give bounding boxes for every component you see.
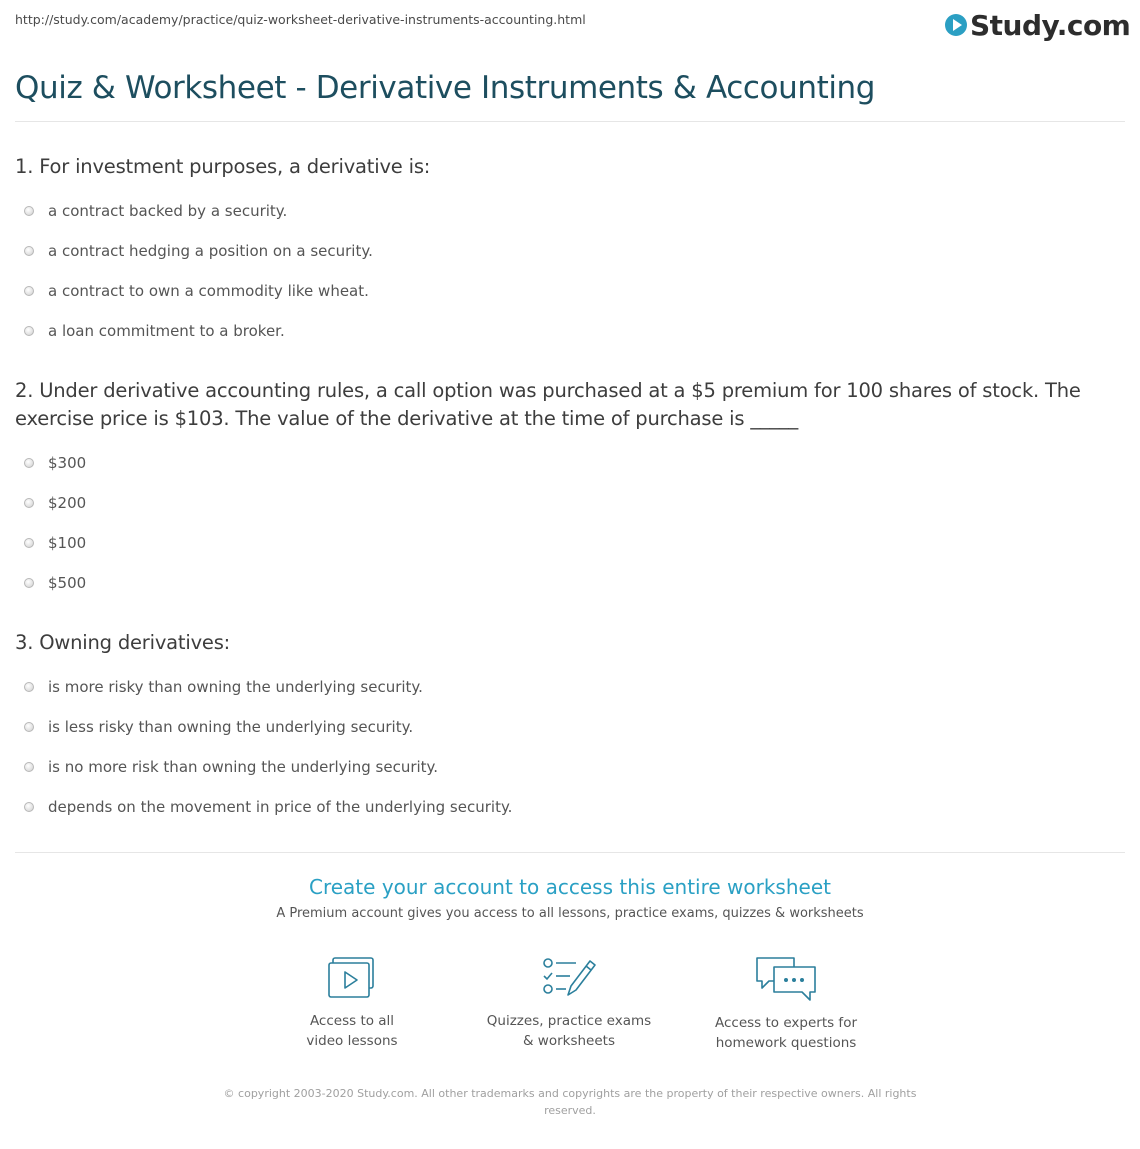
cta-subtext: A Premium account gives you access to all lessons, practice exams, quizzes & worksheets xyxy=(276,906,864,921)
answer-option[interactable] xyxy=(15,443,1120,483)
copyright-footer xyxy=(0,1085,1140,1119)
radio-button[interactable] xyxy=(24,246,34,256)
question-2 xyxy=(15,377,1120,603)
answer-options xyxy=(15,191,1120,351)
option-label: $500 xyxy=(48,574,87,592)
option-label: is more risky than owning the underlying security. xyxy=(48,678,423,696)
cta-heading[interactable]: Create your account to access this entire worksheet xyxy=(309,875,831,899)
answer-option[interactable] xyxy=(15,707,1120,747)
answer-options xyxy=(15,667,1120,827)
radio-button[interactable] xyxy=(24,578,34,588)
copyright-text: © copyright 2003-2020 Study.com. All other trademarks and copyrights are the property of their respective owners. All rights reserved. xyxy=(223,1087,917,1117)
video-lessons-icon xyxy=(326,955,378,1001)
radio-button[interactable] xyxy=(24,458,34,468)
answer-option[interactable] xyxy=(15,483,1120,523)
section-divider xyxy=(15,852,1125,853)
option-label: $300 xyxy=(48,454,87,472)
option-label: a contract backed by a security. xyxy=(48,202,288,220)
answer-option[interactable] xyxy=(15,311,1120,351)
radio-button[interactable] xyxy=(24,538,34,548)
answer-option[interactable] xyxy=(15,231,1120,271)
question-1 xyxy=(15,153,1120,351)
answer-option[interactable] xyxy=(15,271,1120,311)
radio-button[interactable] xyxy=(24,286,34,296)
quiz-checklist-icon xyxy=(540,955,598,1001)
page-title: Quiz & Worksheet - Derivative Instruments & Accounting xyxy=(15,70,876,106)
title-divider xyxy=(15,121,1125,122)
radio-button[interactable] xyxy=(24,722,34,732)
radio-button[interactable] xyxy=(24,326,34,336)
question-3 xyxy=(15,629,1120,827)
radio-button[interactable] xyxy=(24,762,34,772)
answer-option[interactable] xyxy=(15,523,1120,563)
chat-bubbles-icon xyxy=(754,955,818,1003)
answer-option[interactable] xyxy=(15,191,1120,231)
question-text: 2. Under derivative accounting rules, a call option was purchased at a $5 premium for 100 shares of stock. The exercise price is $103. The value of the derivative at the time of purchase is _____ xyxy=(15,379,1081,430)
option-label: $200 xyxy=(48,494,87,512)
feature-label: Access to experts for homework questions xyxy=(714,1015,857,1051)
option-label: a contract hedging a position on a security. xyxy=(48,242,373,260)
answer-option[interactable] xyxy=(15,747,1120,787)
radio-button[interactable] xyxy=(24,498,34,508)
option-label: a loan commitment to a broker. xyxy=(48,322,285,340)
logo-text: Study.com xyxy=(970,8,1131,42)
feature-quizzes xyxy=(469,955,669,1051)
play-logo-icon xyxy=(945,14,967,36)
feature-video-lessons xyxy=(252,955,452,1051)
option-label: $100 xyxy=(48,534,87,552)
radio-button[interactable] xyxy=(24,682,34,692)
option-label: a contract to own a commodity like wheat. xyxy=(48,282,369,300)
feature-label: Quizzes, practice exams & worksheets xyxy=(486,1013,652,1049)
page-url: http://study.com/academy/practice/quiz-worksheet-derivative-instruments-accounting.html xyxy=(15,12,586,27)
radio-button[interactable] xyxy=(24,206,34,216)
option-label: is less risky than owning the underlying security. xyxy=(48,718,414,736)
question-text: 3. Owning derivatives: xyxy=(15,631,231,654)
option-label: is no more risk than owning the underlying security. xyxy=(48,758,439,776)
feature-experts xyxy=(686,955,886,1053)
question-text: 1. For investment purposes, a derivative is: xyxy=(15,155,431,178)
answer-option[interactable] xyxy=(15,667,1120,707)
answer-option[interactable] xyxy=(15,787,1120,827)
option-label: depends on the movement in price of the underlying security. xyxy=(48,798,513,816)
feature-label: Access to all video lessons xyxy=(306,1013,398,1049)
answer-option[interactable] xyxy=(15,563,1120,603)
radio-button[interactable] xyxy=(24,802,34,812)
answer-options xyxy=(15,443,1120,603)
study-logo[interactable] xyxy=(945,5,1130,45)
